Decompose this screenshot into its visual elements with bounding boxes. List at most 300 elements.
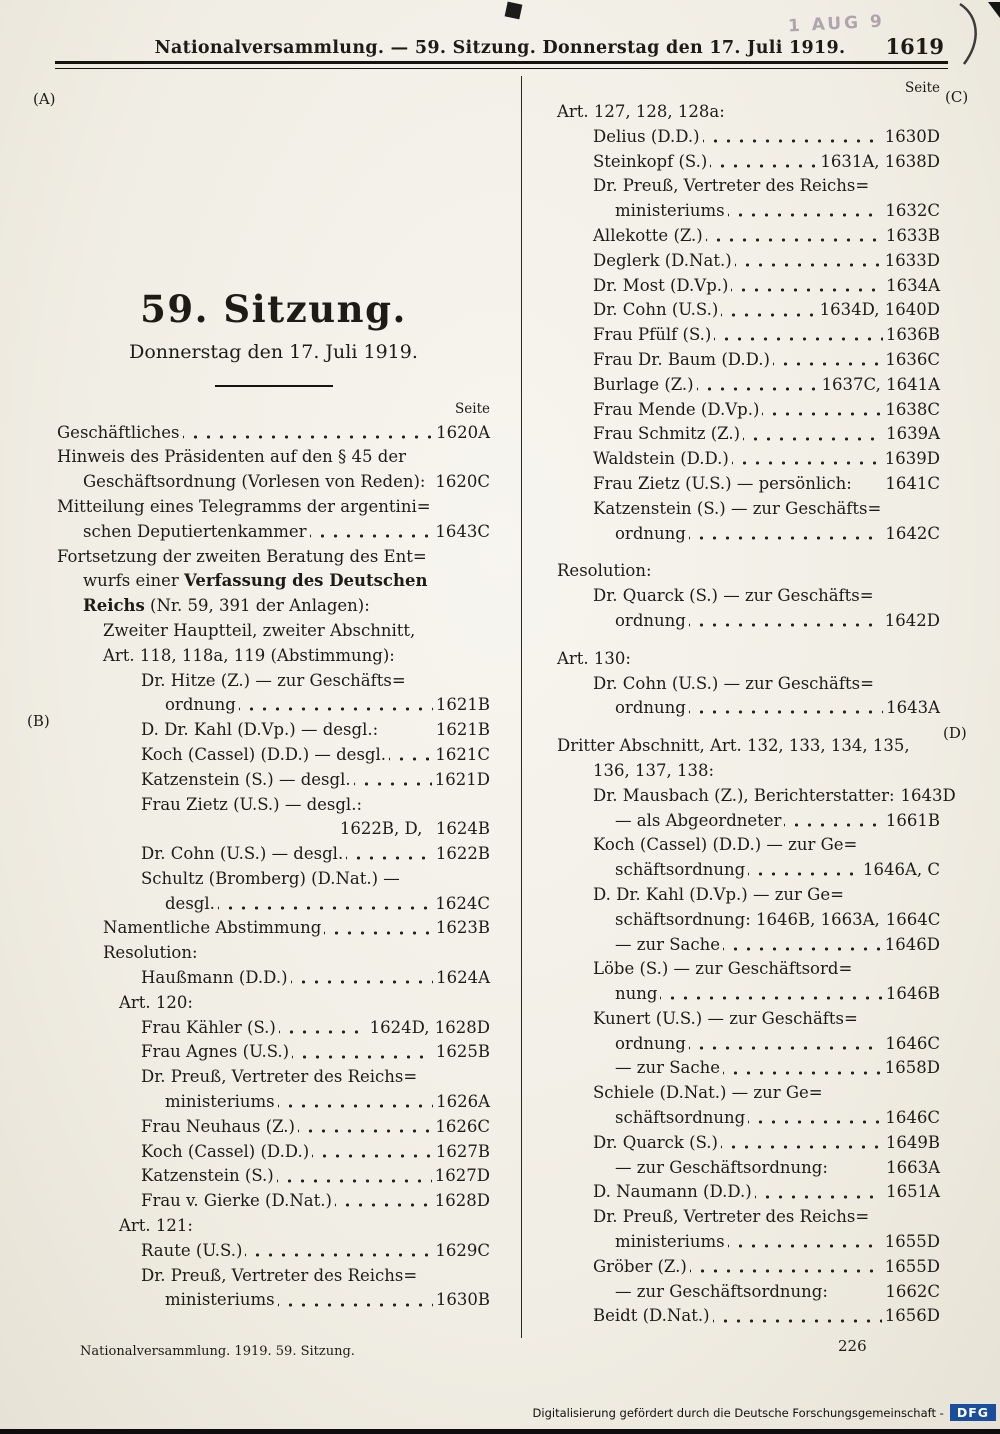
dot-leader xyxy=(869,1205,940,1230)
page-ref: 1623B xyxy=(435,918,490,938)
toc-line xyxy=(593,348,940,373)
dot-leader xyxy=(714,323,883,348)
dot-leader xyxy=(852,472,886,497)
dot-leader xyxy=(689,696,883,721)
page-ref: 1643A xyxy=(886,698,940,718)
dot-leader xyxy=(652,559,940,584)
dot-leader xyxy=(714,759,940,784)
page-ref: 1643C xyxy=(435,521,490,541)
toc-line xyxy=(593,672,940,697)
toc-line xyxy=(141,1164,490,1189)
page-ref: 1629C xyxy=(435,1240,490,1260)
dot-leader xyxy=(690,1255,882,1280)
dot-leader xyxy=(762,398,882,423)
dot-leader xyxy=(395,644,490,669)
page-ref: 1620A xyxy=(436,422,490,442)
toc-line xyxy=(593,174,940,199)
page-ref: 1626A xyxy=(436,1092,490,1112)
entry-text: Frau Agnes (U.S.) xyxy=(141,1042,290,1062)
page-ref: 1662C xyxy=(885,1281,940,1301)
page-ref: 1646B xyxy=(885,984,940,1004)
dot-leader xyxy=(631,647,940,672)
entry-text: Delius (D.D.) xyxy=(593,126,700,146)
seite-column-label: Seite xyxy=(905,80,940,96)
entry-text: Steinkopf (S.) xyxy=(593,151,708,171)
dot-leader xyxy=(823,1081,940,1106)
entry-text: Reichs (Nr. 59, 391 der Anlagen): xyxy=(83,596,370,616)
page-ref: 1633B xyxy=(885,225,940,245)
dot-leader xyxy=(278,1288,433,1313)
margin-marker-a: (A) xyxy=(33,90,56,108)
toc-line xyxy=(57,445,490,470)
entry-text: Geschäftliches xyxy=(57,422,180,442)
entry-text: Dr. Quarck (S.) xyxy=(593,1132,718,1152)
toc-line xyxy=(557,734,940,759)
toc-line xyxy=(83,569,490,594)
dot-leader xyxy=(874,672,940,697)
entry-text: ministeriums xyxy=(615,1232,725,1252)
page-header xyxy=(0,38,1000,58)
dot-leader xyxy=(869,174,940,199)
toc-line xyxy=(615,858,940,883)
dot-leader xyxy=(312,1140,433,1165)
toc-line xyxy=(593,398,940,423)
toc-line xyxy=(557,647,940,672)
page-ref: 1622B xyxy=(435,844,490,864)
entry-text: schäftsordnung xyxy=(615,1108,746,1128)
page-ref: 1630B xyxy=(435,1290,490,1310)
margin-marker-c: (C) xyxy=(945,88,969,106)
title-rule xyxy=(215,385,333,387)
entry-text: — zur Sache xyxy=(615,1058,720,1078)
dot-leader xyxy=(292,1040,433,1065)
toc-line xyxy=(593,224,940,249)
toc-line xyxy=(593,883,940,908)
toc-line xyxy=(593,150,940,175)
entry-text: Frau Dr. Baum (D.D.) xyxy=(593,349,770,369)
entry-text: Dr. Cohn (U.S.) xyxy=(593,300,719,320)
page-ref: 1642D xyxy=(884,610,940,630)
dot-leader xyxy=(844,883,940,908)
toc-line xyxy=(141,1115,490,1140)
header-rule xyxy=(55,61,948,69)
entry-text: Dr. Most (D.Vp.) xyxy=(593,275,729,295)
toc-line xyxy=(119,1214,490,1239)
toc-line xyxy=(593,833,940,858)
page-ref: 1621B xyxy=(435,720,490,740)
dot-leader xyxy=(728,1230,882,1255)
entry-text: — zur Geschäftsordnung: xyxy=(615,1157,828,1177)
dot-leader xyxy=(417,1065,490,1090)
entry-text: Haußmann (D.D.) xyxy=(141,968,288,988)
entry-text: Art. 130: xyxy=(557,648,631,668)
toc-line xyxy=(593,373,940,398)
entry-text: 136, 137, 138: xyxy=(593,760,715,780)
page-ref: 1639D xyxy=(884,449,940,469)
entry-text: Frau Zietz (U.S.) — desgl.: xyxy=(141,794,363,814)
page-ref: 1624C xyxy=(435,893,490,913)
dfg-logo: DFG xyxy=(950,1404,996,1421)
entry-text: Geschäftsordnung (Vorlesen von Reden): xyxy=(83,472,426,492)
dot-leader xyxy=(728,199,883,224)
dot-leader xyxy=(697,373,819,398)
entry-text: Löbe (S.) — zur Geschäftsord= xyxy=(593,959,853,979)
right-column xyxy=(557,80,956,1329)
dot-leader xyxy=(723,933,882,958)
toc-line xyxy=(593,447,940,472)
dot-leader xyxy=(857,833,940,858)
dot-leader xyxy=(874,584,940,609)
toc-line xyxy=(141,768,490,793)
dot-leader xyxy=(721,298,816,323)
page-ref: 1646A, C xyxy=(862,860,940,880)
page-ref: 1620C xyxy=(435,472,490,492)
page-ref: 1624A xyxy=(436,968,490,988)
toc-line xyxy=(119,991,490,1016)
digitization-note xyxy=(533,1404,996,1421)
dot-leader xyxy=(743,422,883,447)
dot-leader xyxy=(735,249,882,274)
entry-text: Hinweis des Präsidenten auf den § 45 der xyxy=(57,447,406,467)
toc-line xyxy=(593,497,940,522)
toc-line xyxy=(141,1140,490,1165)
margin-marker-b: (B) xyxy=(27,712,50,730)
entry-text: Art. 121: xyxy=(119,1216,193,1236)
dot-leader xyxy=(298,1115,432,1140)
entry-text: Koch (Cassel) (D.D.) — desgl. xyxy=(141,744,387,764)
entry-text: Frau Neuhaus (Z.) xyxy=(141,1116,295,1136)
entry-text: Art. 118, 118a, 119 (Abstimmung): xyxy=(103,645,395,665)
page-ref: 1625B xyxy=(435,1042,490,1062)
entry-text: Resolution: xyxy=(103,943,198,963)
dot-leader xyxy=(689,609,882,634)
entry-text: Koch (Cassel) (D.D.) xyxy=(141,1141,310,1161)
dot-leader xyxy=(165,817,340,842)
session-subtitle: Donnerstag den 17. Juli 1919. xyxy=(129,340,418,363)
dot-leader xyxy=(354,768,432,793)
page-ref: 1643D xyxy=(900,785,956,805)
entry-text: Dr. Preuß, Vertreter des Reichs= xyxy=(593,176,870,196)
entry-text: Dr. Preuß, Vertreter des Reichs= xyxy=(141,1067,418,1087)
entry-text: D. Naumann (D.D.) xyxy=(593,1182,752,1202)
entry-text: Namentliche Abstimmung xyxy=(103,918,322,938)
entry-text: Frau Schmitz (Z.) xyxy=(593,424,741,444)
entry-text: schäftsordnung: 1646B, 1663A, xyxy=(615,909,880,929)
date-stamp: 1 AUG 9 xyxy=(787,11,886,37)
toc-line xyxy=(165,817,490,842)
entry-text: Waldstein (D.D.) xyxy=(593,449,729,469)
entry-text: Dr. Hitze (Z.) — zur Geschäfts= xyxy=(141,670,406,690)
entry-text: — zur Geschäftsordnung: xyxy=(615,1281,828,1301)
dot-leader xyxy=(279,1016,367,1041)
toc-line xyxy=(141,1065,490,1090)
entry-text: Mitteilung eines Telegramms der argentini= xyxy=(57,496,431,516)
entry-text: — als Abgeordneter xyxy=(615,810,782,830)
page-ref: 1651A xyxy=(886,1182,940,1202)
dot-leader xyxy=(431,495,490,520)
page-ref: 1626C xyxy=(435,1116,490,1136)
scan-edge xyxy=(0,1429,1000,1434)
page-ref: 1646C xyxy=(885,1108,940,1128)
toc-line xyxy=(593,125,940,150)
toc-line xyxy=(615,1032,940,1057)
entry-text: Koch (Cassel) (D.D.) — zur Ge= xyxy=(593,835,858,855)
entry-text: Kunert (U.S.) — zur Geschäfts= xyxy=(593,1008,858,1028)
dot-leader xyxy=(310,520,433,545)
page-ref: 1649B xyxy=(885,1132,940,1152)
dot-leader xyxy=(723,1056,882,1081)
page-ref: 1627D xyxy=(434,1166,490,1186)
toc-line xyxy=(141,743,490,768)
dot-leader xyxy=(239,693,433,718)
toc-right xyxy=(557,100,956,1329)
entry-text: Schultz (Bromberg) (D.Nat.) — xyxy=(141,868,400,888)
page-ref: 1634D, 1640D xyxy=(819,300,940,320)
toc-line xyxy=(615,1156,940,1181)
entry-text: ordnung xyxy=(165,695,236,715)
toc-line xyxy=(593,784,956,809)
dot-leader xyxy=(427,569,490,594)
toc-line xyxy=(141,718,490,743)
column-divider xyxy=(521,76,522,1338)
toc-line xyxy=(593,957,940,982)
dot-leader xyxy=(346,842,433,867)
toc-line xyxy=(615,1106,940,1131)
page-ref: 1639A xyxy=(886,424,940,444)
dot-leader xyxy=(725,100,940,125)
page-ref: 1661B xyxy=(885,810,940,830)
dot-leader xyxy=(748,1106,882,1131)
session-title: 59. Sitzung. xyxy=(140,287,407,331)
running-title: Nationalversammlung. — 59. Sitzung. Donnerstag den 17. Juli 1919. xyxy=(154,38,846,58)
toc-line xyxy=(165,1090,490,1115)
page-ref: 1638C xyxy=(885,399,940,419)
toc-line xyxy=(141,1264,490,1289)
toc-line xyxy=(141,793,490,818)
toc-line xyxy=(593,1304,940,1329)
dot-leader xyxy=(370,594,490,619)
entry-text: Dr. Cohn (U.S.) — zur Geschäfts= xyxy=(593,673,874,693)
entry-text: ministeriums xyxy=(165,1092,275,1112)
toc-line xyxy=(141,1189,490,1214)
dot-leader xyxy=(198,941,490,966)
toc-line xyxy=(593,1081,940,1106)
entry-text: wurfs einer Verfassung des Deutschen xyxy=(83,571,428,591)
entry-text: Art. 127, 128, 128a: xyxy=(557,102,725,121)
page-ref: 1637C, 1641A xyxy=(821,374,940,394)
toc-line xyxy=(57,421,490,446)
toc-line xyxy=(103,644,490,669)
entry-text: Frau Zietz (U.S.) — persönlich: xyxy=(593,473,852,493)
page-ref: 1621B xyxy=(435,695,490,715)
dot-leader xyxy=(828,1280,885,1305)
dot-leader xyxy=(183,421,434,446)
entry-text: Frau Kähler (S.) xyxy=(141,1017,276,1037)
dot-leader xyxy=(828,1156,886,1181)
entry-text: ministeriums xyxy=(615,201,725,221)
dot-leader xyxy=(713,1304,882,1329)
page-number: 1619 xyxy=(885,34,944,59)
dot-leader xyxy=(362,793,490,818)
dot-leader xyxy=(218,892,432,917)
dot-leader xyxy=(773,348,882,373)
page-ref: 1664C xyxy=(885,909,941,929)
page-ref: 1631A, 1638D xyxy=(820,151,940,171)
dot-leader xyxy=(881,497,940,522)
entry-text: desgl. xyxy=(165,893,215,913)
entry-text: Frau Mende (D.Vp.) xyxy=(593,399,760,419)
toc-line xyxy=(165,892,490,917)
entry-text: D. Dr. Kahl (D.Vp.) — zur Ge= xyxy=(593,884,844,904)
dot-leader xyxy=(400,867,490,892)
toc-line xyxy=(593,274,940,299)
toc-line xyxy=(141,669,490,694)
toc-line xyxy=(615,609,940,634)
toc-line xyxy=(593,1180,940,1205)
sheet-number: 226 xyxy=(838,1337,867,1355)
entry-text: — zur Sache xyxy=(615,934,720,954)
page-ref: 1642C xyxy=(885,523,940,543)
dot-leader xyxy=(335,1189,432,1214)
toc-line xyxy=(141,966,490,991)
entry-text: Allekotte (Z.) xyxy=(593,225,703,245)
dot-leader xyxy=(721,1131,883,1156)
dot-leader xyxy=(427,545,490,570)
page-ref: 1634A xyxy=(886,275,940,295)
toc-line xyxy=(83,520,490,545)
toc-line xyxy=(103,941,490,966)
toc-line xyxy=(615,199,940,224)
entry-text: Frau Pfülf (S.) xyxy=(593,325,712,345)
entry-text: ordnung xyxy=(615,610,686,630)
entry-text: Dritter Abschnitt, Art. 132, 133, 134, 135, xyxy=(557,736,910,756)
toc-line xyxy=(593,1007,940,1032)
toc-line xyxy=(593,1255,940,1280)
toc-line xyxy=(141,1016,490,1041)
entry-text: Resolution: xyxy=(557,561,652,581)
page-ref: 1646C xyxy=(885,1033,940,1053)
toc-line xyxy=(593,1205,940,1230)
toc-line xyxy=(615,982,940,1007)
entry-text: Dr. Preuß, Vertreter des Reichs= xyxy=(593,1207,870,1227)
toc-line xyxy=(83,470,490,495)
page-ref: 1655D xyxy=(884,1256,940,1276)
toc-line xyxy=(165,693,490,718)
page-ref: 1656D xyxy=(884,1306,940,1326)
entry-text: Frau v. Gierke (D.Nat.) xyxy=(141,1191,332,1211)
toc-line xyxy=(141,867,490,892)
dot-leader xyxy=(689,1032,883,1057)
page-ref: 1630D xyxy=(884,126,940,146)
entry-text: ordnung xyxy=(615,1033,686,1053)
toc-line xyxy=(57,495,490,520)
entry-text: Dr. Mausbach (Z.), Berichterstatter: xyxy=(593,785,895,805)
toc-line xyxy=(593,472,940,497)
toc-line xyxy=(141,1239,490,1264)
toc-left xyxy=(57,421,490,1314)
entry-text: ordnung xyxy=(615,523,686,543)
page-ref: 1621D xyxy=(434,769,490,789)
toc-line xyxy=(593,422,940,447)
page-ref: 1632C xyxy=(885,201,940,221)
page-ref: 1622B, D, 1624B xyxy=(339,819,490,839)
entry-text: D. Dr. Kahl (D.Vp.) — desgl.: xyxy=(141,720,379,740)
entry-text: Deglerk (D.Nat.) xyxy=(593,250,732,270)
toc-line xyxy=(615,908,940,933)
entry-text: Dr. Cohn (U.S.) — desgl. xyxy=(141,844,344,864)
toc-line xyxy=(103,619,490,644)
dot-leader xyxy=(710,150,817,175)
entry-text: Katzenstein (S.) — desgl. xyxy=(141,769,351,789)
toc-line xyxy=(141,1040,490,1065)
dot-leader xyxy=(910,734,940,759)
dot-leader xyxy=(278,1090,433,1115)
toc-line xyxy=(557,559,940,584)
toc-line xyxy=(615,1230,940,1255)
entry-text: Zweiter Hauptteil, zweiter Abschnitt, xyxy=(103,620,416,640)
dot-leader xyxy=(277,1164,432,1189)
entry-text: nung xyxy=(615,984,658,1004)
entry-text: ministeriums xyxy=(165,1290,275,1310)
dot-leader xyxy=(378,718,436,743)
dot-leader xyxy=(389,743,432,768)
dot-leader xyxy=(706,224,883,249)
toc-line xyxy=(557,100,940,125)
page-ref: 1627B xyxy=(435,1141,490,1161)
toc-line xyxy=(615,696,940,721)
toc-line xyxy=(593,584,940,609)
page-ref: 1663A xyxy=(886,1157,940,1177)
entry-text: Dr. Preuß, Vertreter des Reichs= xyxy=(141,1265,418,1285)
dot-leader xyxy=(193,991,490,1016)
margin-marker-d: (D) xyxy=(943,724,967,742)
dot-leader xyxy=(425,470,435,495)
page-ref: 1641C xyxy=(885,473,940,493)
toc-line xyxy=(83,594,490,619)
toc-line xyxy=(615,1280,940,1305)
dot-leader xyxy=(406,445,490,470)
entry-text: Fortsetzung der zweiten Beratung des Ent= xyxy=(57,546,427,566)
page-ref: 1633D xyxy=(884,250,940,270)
entry-text: Dr. Quarck (S.) — zur Geschäfts= xyxy=(593,586,874,606)
dot-leader xyxy=(784,809,882,834)
entry-text: Gröber (Z.) xyxy=(593,1256,687,1276)
toc-line xyxy=(615,1056,940,1081)
dot-leader xyxy=(748,858,860,883)
toc-line xyxy=(141,842,490,867)
dot-leader xyxy=(660,982,882,1007)
page-ref: 1624D, 1628D xyxy=(369,1017,490,1037)
toc-line xyxy=(615,809,940,834)
dot-leader xyxy=(858,1007,940,1032)
dot-leader xyxy=(755,1180,883,1205)
seite-column-label: Seite xyxy=(455,400,490,417)
entry-text: Art. 120: xyxy=(119,992,193,1012)
entry-text: schen Deputiertenkammer xyxy=(83,521,307,541)
dot-leader xyxy=(245,1239,432,1264)
digitization-text: Digitalisierung gefördert durch die Deutsche Forschungsgemeinschaft - xyxy=(532,1405,944,1420)
dot-leader xyxy=(703,125,882,150)
dot-leader xyxy=(291,966,434,991)
page-ref: 1628D xyxy=(434,1191,490,1211)
page-ref: 1655D xyxy=(884,1232,940,1252)
toc-line xyxy=(593,759,940,784)
toc-line xyxy=(57,545,490,570)
toc-line xyxy=(593,298,940,323)
page-ref: 1636B xyxy=(885,325,940,345)
footer-imprint: Nationalversammlung. 1919. 59. Sitzung. xyxy=(80,1344,355,1359)
page-ref: 1658D xyxy=(884,1058,940,1078)
